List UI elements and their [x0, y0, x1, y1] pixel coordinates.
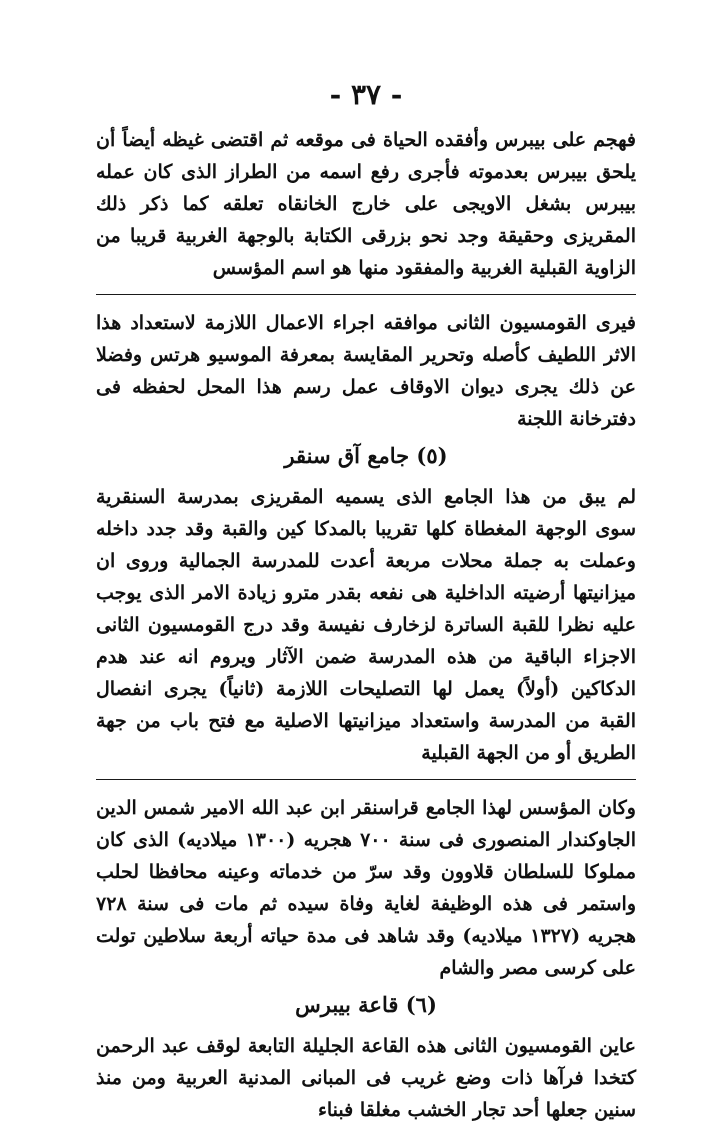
- paragraph-divider: [96, 779, 636, 780]
- section-number: (٦): [405, 992, 437, 1017]
- section-number: (٥): [416, 443, 448, 468]
- paragraph-aqsunqur-founder: وكان المؤسس لهذا الجامع قراسنقر ابن عبد الله الامير شمس الدين الجاوكندار المنصورى فى سنة ٧٠٠ هجريه (١٣٠٠ ميلاديه) الذى كان مملوكا للسلطان قلاوون وقد سرّ من خدماته وعينه محافظا لحلب واستمر فى هذه الوظيفة لغاية وفاة سيده ثم مات فى سنة ٧٢٨ هجريه (١٣٢٧ ميلاديه) وقد شاهد فى مدة حياته أربعة سلاطين تولت على كرسى مصر والشام: [96, 797, 636, 979]
- paragraph-commission-decision: فيرى القومسيون الثانى موافقه اجراء الاعمال اللازمة لاستعداد هذا الاثر اللطيف كأصله وتحرير المقايسة بمعرفة الموسيو هرتس وفضلا عن ذلك يجرى ديوان الاوقاف عمل رسم هذا المحل لحفظه فى دفترخانة اللجنة: [96, 312, 636, 430]
- section-title: جامع آق سنقر: [284, 443, 410, 468]
- section-heading-qaa-bibars: [96, 990, 636, 1020]
- section-title: قاعة بيبرس: [295, 992, 399, 1017]
- paragraph-bibars-inscription: فهجم على بيبرس وأفقده الحياة فى موقعه ثم اقتضى غيظه أيضاً أن يلحق بيبرس بعدموته فأجرى رفع اسمه من الطراز الذى كان عمله بيبرس بشغل الاويجى على خارج الخانقاه تعلقه كما ذكر ذلك المقريزى وحقيقة وجد نحو بزرقى الكتابة بالوجهة الغربية قريبا من الزاوية القبلية الغربية والمفقود منها هو اسم المؤسس: [96, 129, 636, 279]
- page-number: - ٣٧ -: [329, 78, 403, 111]
- page-content: [96, 78, 636, 1126]
- paragraph-divider: [96, 294, 636, 295]
- paragraph-qaa-bibars-description: عاين القومسيون الثانى هذه القاعة الجليلة التابعة لوقف عبد الرحمن كتخدا فرآها ذات وضع غريب فى المبانى المدنية العربية ومن منذ سنين جعلها أحد تجار الخشب مغلقا فبناء: [96, 1035, 636, 1121]
- paragraph-aqsunqur-description: لم يبق من هذا الجامع الذى يسميه المقريزى بمدرسة السنقرية سوى الوجهة المغطاة كلها تقريبا بالمدكا كين والقبة وقد جدد داخله وعملت به جملة محلات مربعة أعدت للمدرسة الجمالية وروى ان ميزانيتها أرضيته الداخلية هى نفعه بقدر مترو زيادة الامر الذى يوجب عليه نظرا للقبة الساترة لزخارف نفيسة وقد درج القومسيون الثانى الاجزاء الباقية من هذه المدرسة ضمن الآثار ويروم انه عند هدم الدكاكين (أولاً) يعمل لها التصليحات اللازمة (ثانياً) يجرى انفصال القبة من المدرسة واستعداد ميزانيتها الاصلية مع فتح باب من جهة الطريق أو من الجهة القبلية: [96, 486, 636, 764]
- section-heading-aqsunqur: [96, 441, 636, 471]
